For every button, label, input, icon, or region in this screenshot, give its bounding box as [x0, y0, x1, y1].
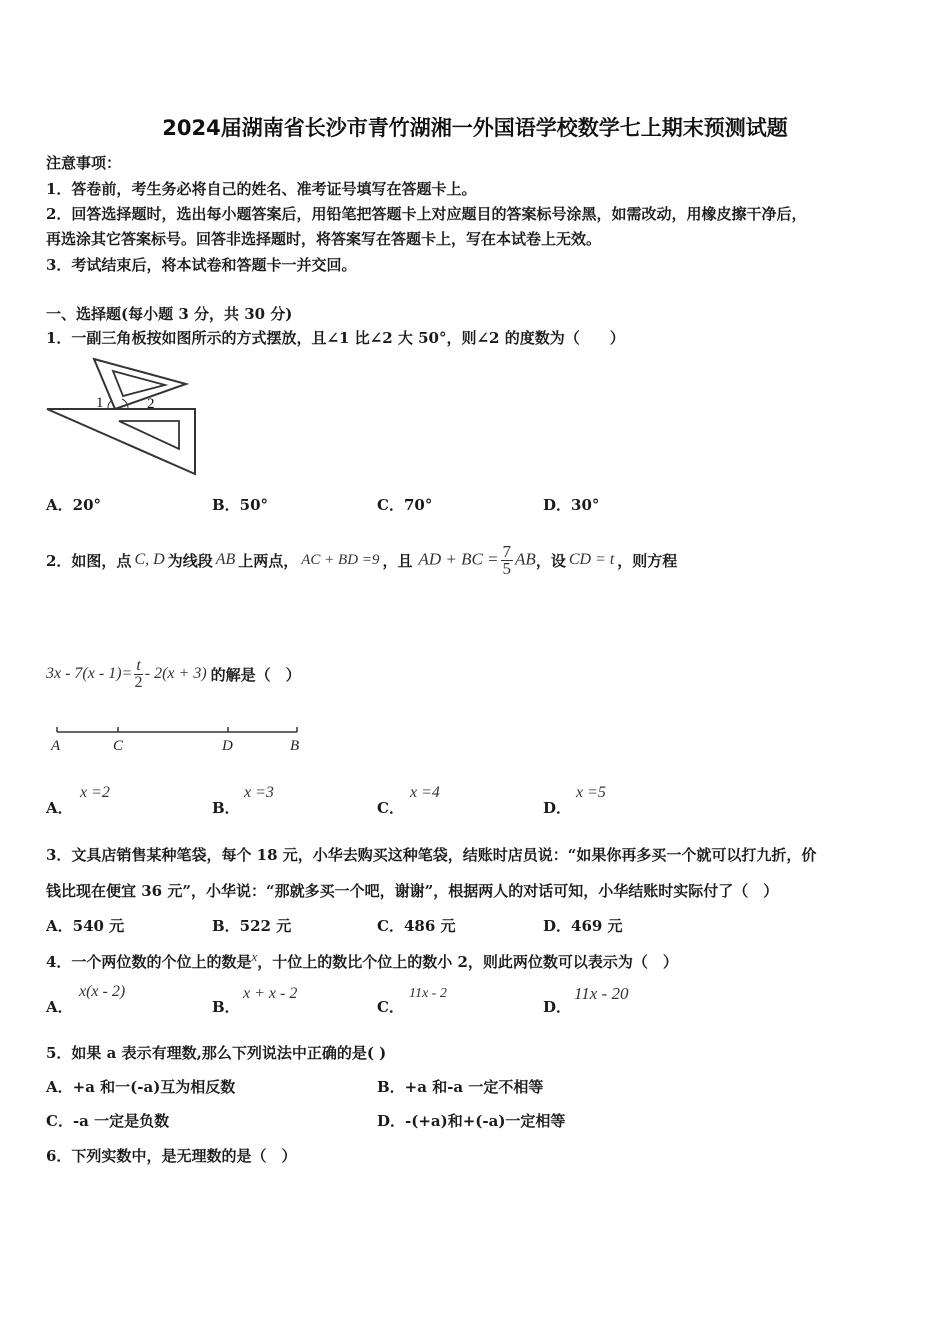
q2-ratio-condition — [418, 541, 536, 578]
option-d[interactable]: D． — [543, 799, 572, 817]
q2-text: ，设 — [535, 551, 566, 570]
option-d[interactable]: D．-(+a)和+(-a)一定相等 — [377, 1112, 566, 1130]
point-c-label: C — [113, 738, 124, 754]
option-c[interactable]: C．486 元 — [377, 917, 456, 935]
option-c-value: x =4 — [410, 784, 440, 801]
q2-eq-den: 5 — [502, 558, 512, 578]
angle-1-label: 1 — [96, 395, 104, 411]
triangle-rulers-figure — [44, 354, 200, 478]
option-c[interactable]: C． — [377, 998, 404, 1016]
q4-text: 4．一个两位数的个位上的数是 — [46, 953, 252, 971]
option-c-value: 11x - 2 — [409, 986, 447, 1001]
option-b-value: x + x - 2 — [243, 985, 298, 1002]
angle-2-label: 2 — [147, 396, 155, 412]
notice-heading: 注意事项： — [46, 154, 122, 172]
q2-segment-ab: AB — [215, 551, 236, 568]
option-b[interactable]: B．50° — [212, 496, 269, 514]
option-c[interactable]: C．70° — [377, 496, 433, 514]
option-a-value: x =2 — [80, 784, 110, 801]
q2-text: ，则方程 — [617, 551, 678, 570]
option-c[interactable]: C． — [377, 799, 404, 817]
q2-text: 的解是（ ） — [210, 665, 301, 684]
q2-text: ，且 — [382, 551, 413, 570]
equation-left: 3x - 7(x - 1)= — [46, 664, 133, 682]
equation-den: 2 — [134, 673, 143, 691]
notice-item: 3．考试结束后，将本试卷和答题卡一并交回。 — [46, 256, 357, 274]
option-a-value: x(x - 2) — [79, 983, 126, 1000]
point-b-label: B — [290, 738, 300, 754]
equation — [46, 658, 207, 691]
option-d[interactable]: D． — [543, 998, 572, 1016]
option-c[interactable]: C．-a 一定是负数 — [46, 1112, 170, 1130]
question-6-stem: 6．下列实数中，是无理数的是（ ） — [46, 1147, 297, 1165]
option-d[interactable]: D．30° — [543, 496, 600, 514]
q2-text: 2．如图，点 — [46, 551, 132, 570]
question-3-stem-line2: 钱比现在便宜 36 元”，小华说：“那就多买一个吧，谢谢”，根据两人的对话可知，小华结账时实际付了（ ） — [46, 882, 779, 900]
option-d-value: 11x - 20 — [574, 984, 629, 1003]
section-heading: 一、选择题(每小题 3 分，共 30 分) — [46, 305, 293, 323]
point-a-label: A — [51, 738, 61, 754]
option-a[interactable]: A． — [46, 998, 73, 1016]
q2-cd-t: CD = t — [568, 551, 615, 568]
question-2-equation — [46, 644, 301, 704]
option-d[interactable]: D．469 元 — [543, 917, 623, 935]
option-a[interactable]: A．540 元 — [46, 917, 125, 935]
question-3-stem-line1: 3．文具店销售某种笔袋，每个 18 元，小华去购买这种笔袋，结账时店员说：“如果你再多买一个就可以打九折，价 — [46, 846, 817, 864]
q2-text: 上两点， — [238, 551, 299, 570]
equation-num: t — [136, 656, 141, 674]
q2-sum-condition: AC + BD =9 — [301, 551, 380, 568]
q4-text: ，十位上的数比个位上的数小 2，则此两位数可以表示为（ ） — [257, 953, 678, 971]
equation-right: - 2(x + 3) — [144, 664, 207, 682]
q2-eq-left: AD + BC = — [418, 548, 499, 568]
option-d-value: x =5 — [576, 784, 606, 801]
notice-item: 2．回答选择题时，选出每小题答案后，用铅笔把答题卡上对应题目的答案标号涂黑，如需改动，用橡皮擦干净后， — [46, 205, 807, 223]
option-b[interactable]: B．+a 和-a 一定不相等 — [377, 1078, 544, 1096]
option-b-value: x =3 — [244, 784, 274, 801]
q2-eq-right: AB — [515, 548, 536, 568]
q2-eq-fraction — [501, 541, 514, 578]
equation-fraction — [134, 658, 142, 691]
option-a[interactable]: A．20° — [46, 496, 102, 514]
option-b[interactable]: B．522 元 — [212, 917, 292, 935]
q2-text: 为线段 — [167, 551, 213, 570]
segment-figure — [46, 720, 316, 756]
notice-item: 1．答卷前，考生务必将自己的姓名、准考证号填写在答题卡上。 — [46, 180, 477, 198]
q2-points-cd: C, D — [134, 551, 165, 568]
point-d-label: D — [222, 738, 233, 754]
notice-item: 再选涂其它答案标号。回答非选择题时，将答案写在答题卡上，写在本试卷上无效。 — [46, 230, 602, 248]
option-b[interactable]: B． — [212, 998, 240, 1016]
q2-eq-num: 7 — [502, 541, 512, 561]
question-1-stem: 1．一副三角板按如图所示的方式摆放，且∠1 比∠2 大 50°，则∠2 的度数为（ ） — [46, 329, 625, 347]
option-a[interactable]: A． — [46, 799, 73, 817]
question-2-stem — [46, 528, 677, 592]
question-4-stem — [46, 949, 678, 972]
option-a[interactable]: A．+a 和一(-a)互为相反数 — [46, 1078, 236, 1096]
question-5-stem: 5．如果 a 表示有理数,那么下列说法中正确的是( ) — [46, 1044, 387, 1062]
option-b[interactable]: B． — [212, 799, 240, 817]
document-title: 2024届湖南省长沙市青竹湖湘一外国语学校数学七上期末预测试题 — [162, 116, 788, 140]
q4-variable-x: x — [251, 949, 258, 964]
